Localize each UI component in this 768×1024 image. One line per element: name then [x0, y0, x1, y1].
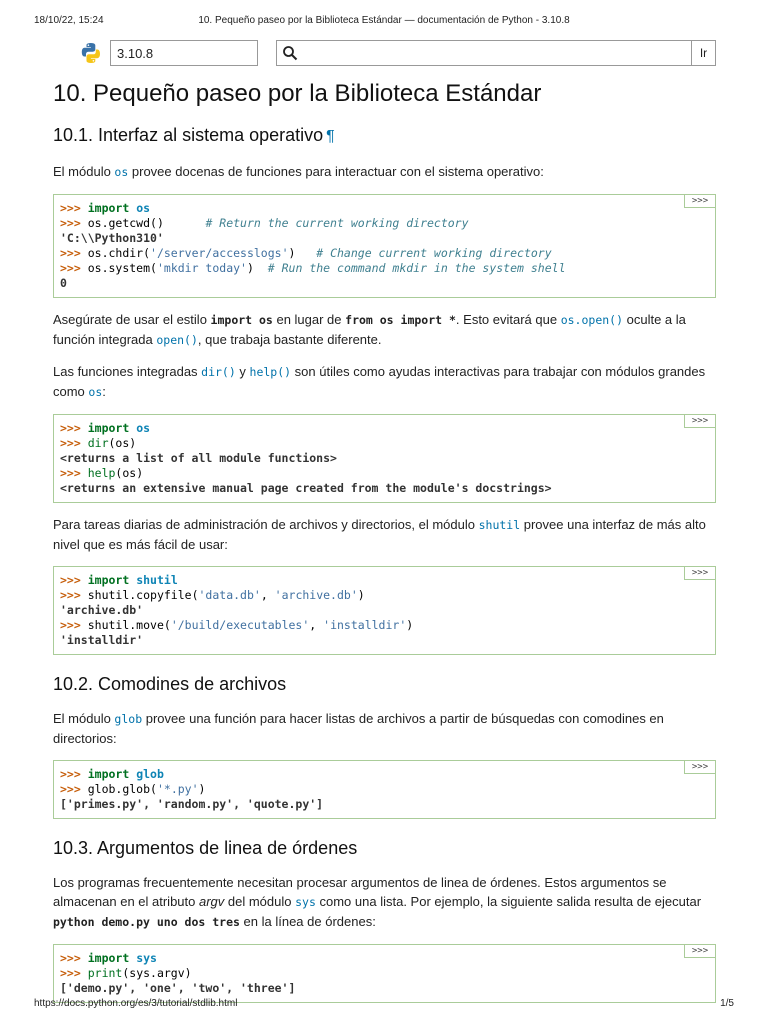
- paragraph: El módulo os provee docenas de funciones para interactuar con el sistema operativo:: [53, 164, 544, 179]
- search-box: [276, 40, 716, 66]
- paragraph: Los programas frecuentemente necesitan procesar argumentos de linea de órdenes. Estos argumentos se almacenan en el atributo argv del módulo sys como una lista. Por ejemplo, la siguiente salida resulta de ejecutar python demo.py uno dos tres en la línea de órdenes:: [53, 875, 702, 929]
- paragraph: Las funciones integradas dir() y help() son útiles como ayudas interactivas para trabajar con módulos grandes como os:: [53, 364, 706, 399]
- print-footer: [34, 998, 734, 1012]
- ref-glob[interactable]: glob: [114, 712, 143, 726]
- copy-prompt-button[interactable]: >>>: [684, 944, 716, 958]
- paragraph: El módulo glob provee una función para hacer listas de archivos a partir de búsquedas con comodines en directorios:: [53, 711, 664, 746]
- ref-os[interactable]: os: [114, 165, 129, 179]
- docs-topbar: [76, 40, 716, 66]
- ref-os-open[interactable]: os.open(): [560, 313, 624, 327]
- section-heading-10-1: [53, 124, 716, 148]
- page-title: 10. Pequeño paseo por la Biblioteca Estándar: [53, 80, 542, 107]
- ref-os[interactable]: os: [88, 385, 103, 399]
- go-button[interactable]: Ir: [691, 41, 715, 65]
- paragraph: Para tareas diarias de administración de archivos y directorios, el módulo shutil provee una interfaz de más alto nivel que es más fácil de usar:: [53, 517, 706, 552]
- section-heading-text: 10.1. Interfaz al sistema operativo: [53, 125, 324, 145]
- ref-sys[interactable]: sys: [295, 895, 316, 909]
- ref-open[interactable]: open(): [156, 333, 198, 347]
- print-datetime: 18/10/22, 15:24: [34, 15, 104, 26]
- code-block: [53, 566, 716, 655]
- copy-prompt-button[interactable]: >>>: [684, 566, 716, 580]
- code-text: >>> import os >>> dir(os) <returns a list of all module functions> >>> help(os) <returns an extensive manual page created from the module's docstrings>: [60, 421, 552, 495]
- ref-help[interactable]: help(): [249, 365, 292, 379]
- code-block: [53, 944, 716, 1003]
- section-heading-10-2: 10.2. Comodines de archivos: [53, 674, 287, 694]
- paragraph: Asegúrate de usar el estilo import os en lugar de from os import *. Esto evitará que os.open() oculte a la función integrada open(), que trabaja bastante diferente.: [53, 312, 686, 347]
- search-icon: [282, 45, 298, 61]
- code-text: >>> import shutil >>> shutil.copyfile('data.db', 'archive.db') 'archive.db' >>> shutil.move('/build/executables', 'installdir') 'installdir': [60, 573, 414, 647]
- print-title: 10. Pequeño paseo por la Biblioteca Estándar — documentación de Python - 3.10.8: [198, 15, 570, 26]
- ref-shutil[interactable]: shutil: [478, 518, 521, 532]
- code-block: [53, 760, 716, 819]
- permalink-pilcrow[interactable]: ¶: [326, 128, 335, 145]
- code-text: >>> import glob >>> glob.glob('*.py') ['primes.py', 'random.py', 'quote.py']: [60, 767, 324, 811]
- copy-prompt-button[interactable]: >>>: [684, 414, 716, 428]
- code-block: [53, 414, 716, 503]
- version-select[interactable]: 3.10.8: [110, 40, 258, 66]
- code-text: >>> import sys >>> print(sys.argv) ['demo.py', 'one', 'two', 'three']: [60, 951, 296, 995]
- search-input[interactable]: [301, 43, 689, 65]
- copy-prompt-button[interactable]: >>>: [684, 194, 716, 208]
- code-text: >>> import os >>> os.getcwd() # Return the current working directory 'C:\\Python310' >>> os.chdir('/server/accesslogs') # Change current working directory >>> os.system('mkdir today') # Run the command mkdir in the system shell 0: [60, 201, 566, 290]
- print-page-number: 1/5: [720, 998, 734, 1009]
- code-block: [53, 194, 716, 298]
- print-header: [34, 15, 734, 29]
- python-logo-icon[interactable]: [80, 42, 102, 64]
- ref-dir[interactable]: dir(): [201, 365, 236, 379]
- print-url: https://docs.python.org/es/3/tutorial/stdlib.html: [34, 998, 238, 1009]
- copy-prompt-button[interactable]: >>>: [684, 760, 716, 774]
- section-heading-10-3: 10.3. Argumentos de linea de órdenes: [53, 838, 358, 858]
- main-content: [53, 80, 716, 1015]
